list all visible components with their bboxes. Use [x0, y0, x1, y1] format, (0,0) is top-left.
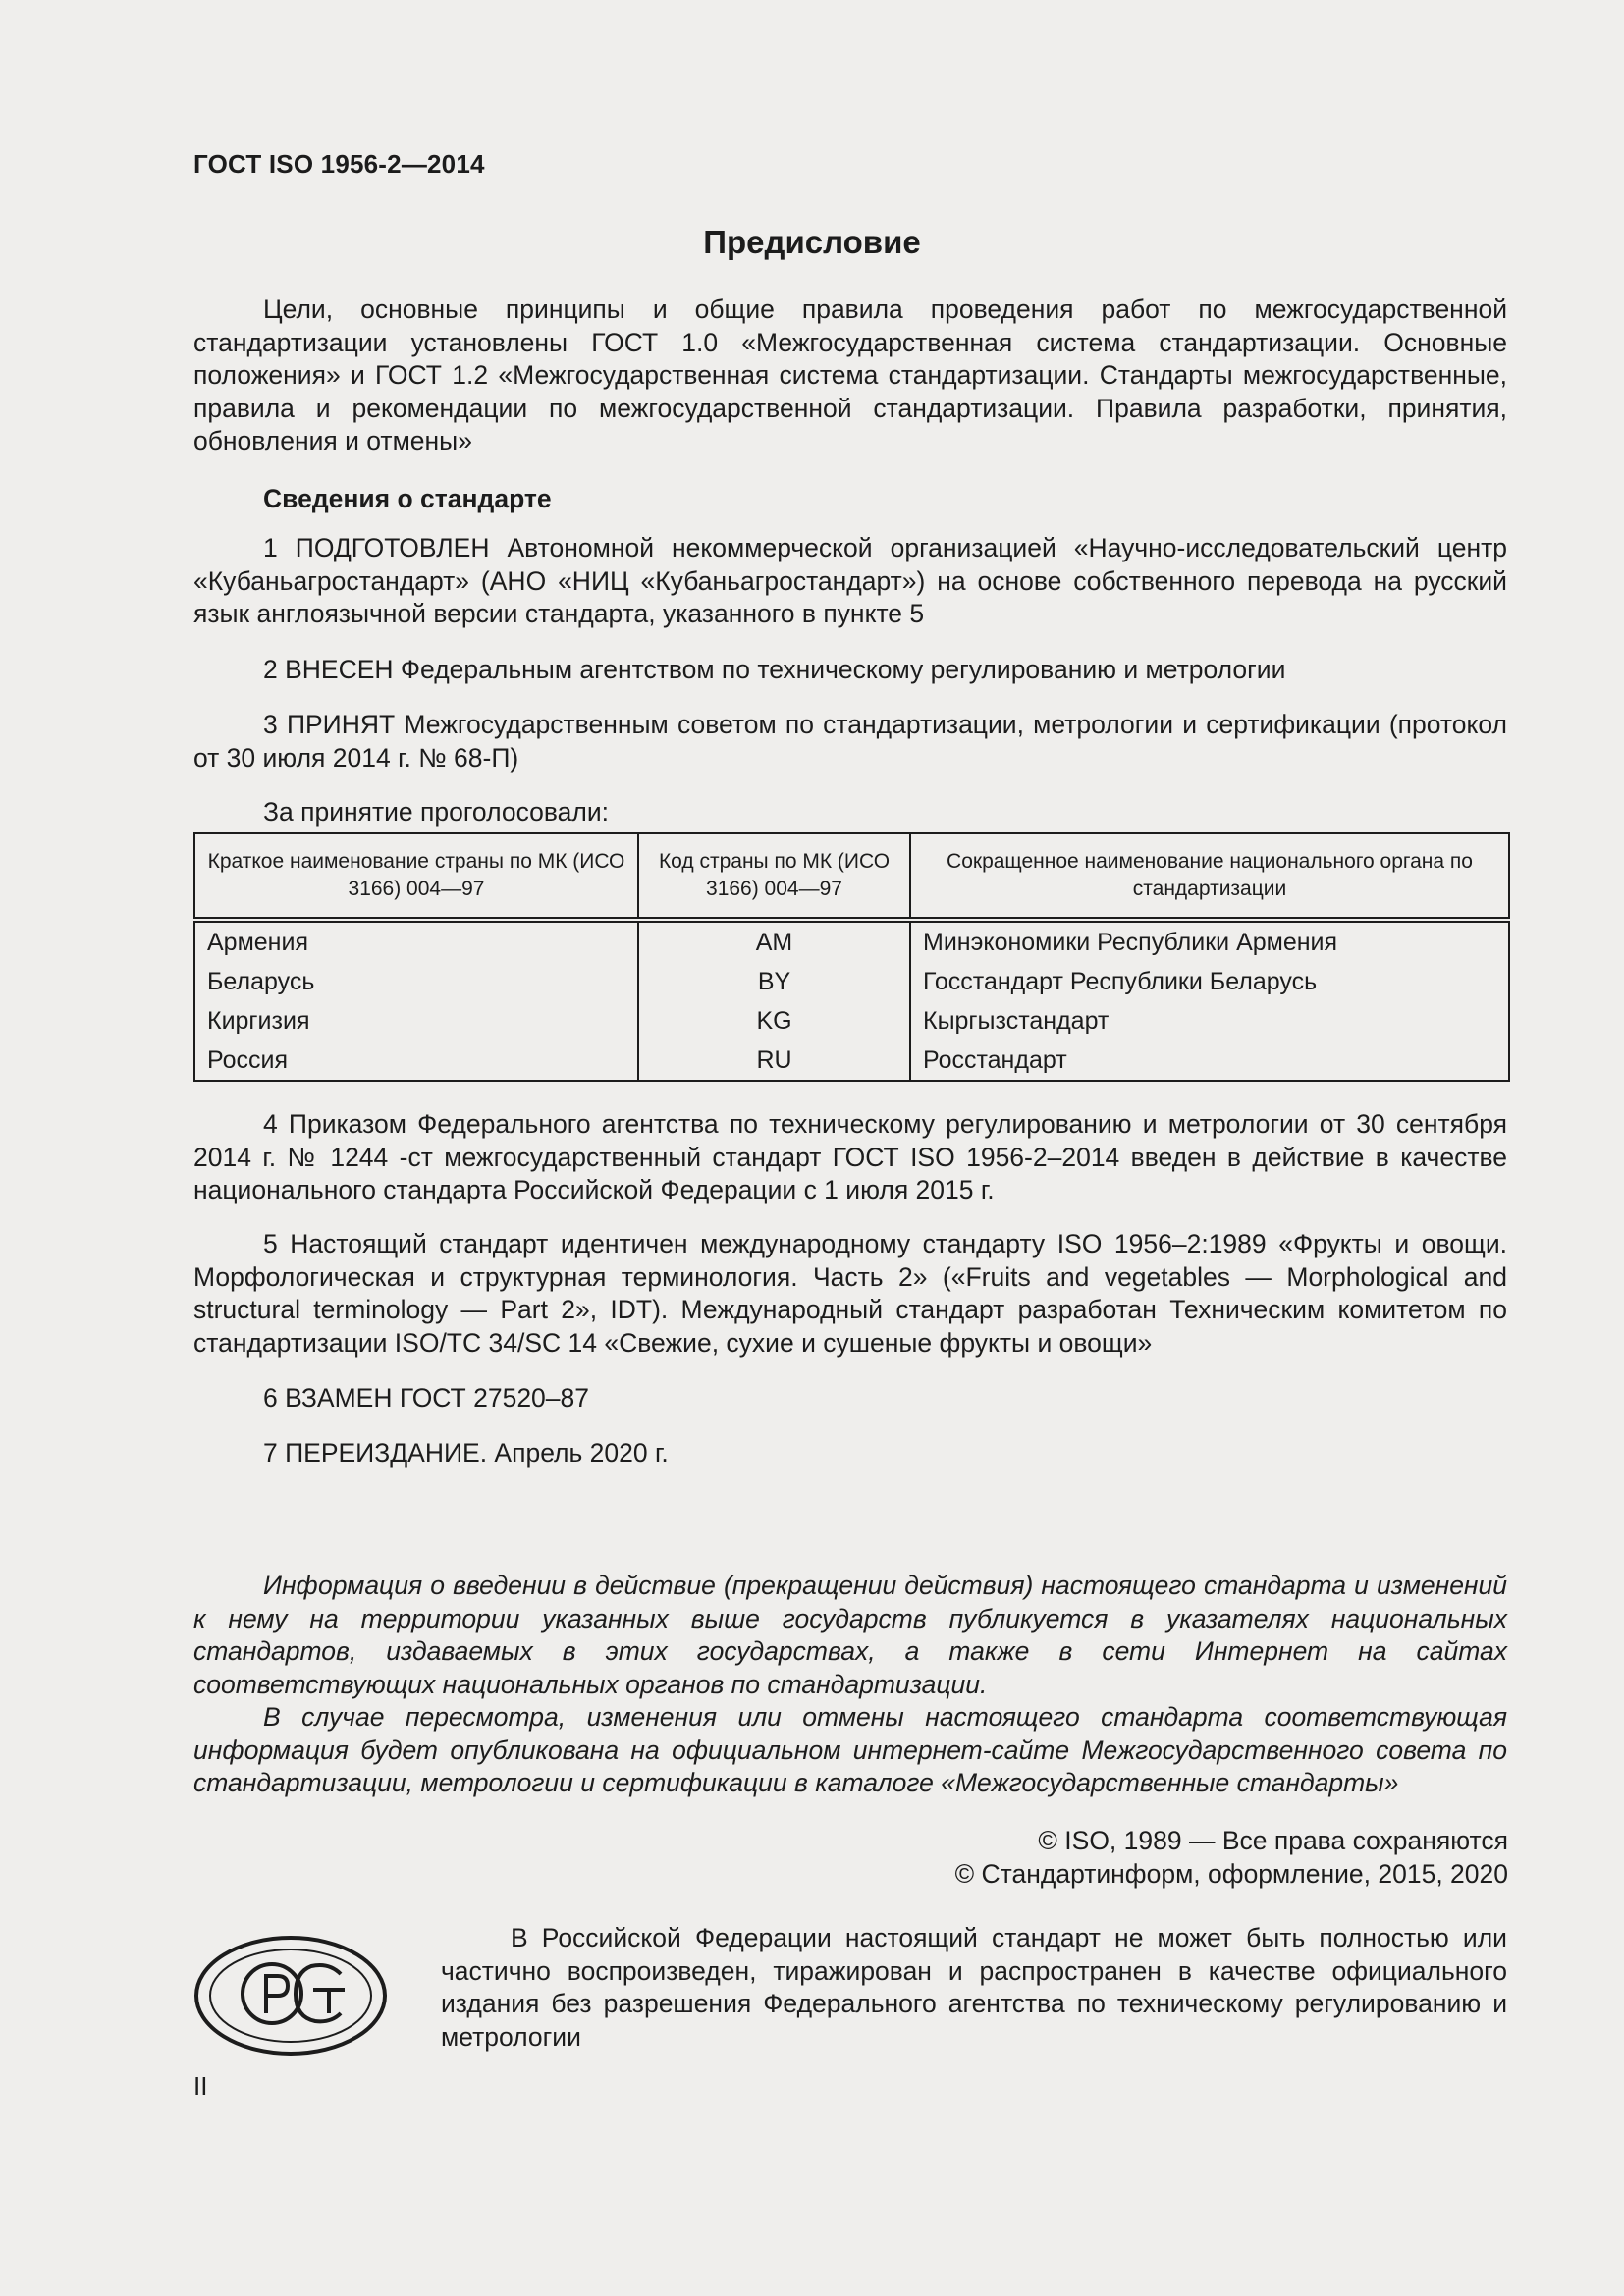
cell-code: AM [638, 920, 910, 962]
cell-body: Госстандарт Республики Беларусь [910, 962, 1509, 1001]
item-1-paragraph: 1 ПОДГОТОВЛЕН Автономной некоммерческой организацией «Научно-исследовательский центр «Кубаньагростандарт» (АНО «НИЦ «Кубаньагростандарт») на основе собственного перевода на русский язык англоязычной версии стандарта, указанного в пункте 5 [193, 533, 1507, 628]
vote-label: За принятие проголосовали: [263, 797, 610, 827]
cell-code: BY [638, 962, 910, 1001]
page-number: II [193, 2071, 208, 2101]
item-4-paragraph: 4 Приказом Федерального агентства по техническому регулированию и метрологии от 30 сентября 2014 г. № 1244 -ст межгосударственный стандарт ГОСТ ISO 1956-2–2014 введен в действие в качестве национального стандарта Российской Федерации с 1 июля 2015 г. [193, 1109, 1507, 1204]
document-code-header: ГОСТ ISO 1956-2—2014 [193, 149, 485, 179]
info-note-paragraph: Информация о введении в действие (прекращении действия) настоящего стандарта и изменений к нему на территории указанных выше государств публикуется в указателях национальных стандартов, издаваемых в этих государствах, а также в сети Интернет на сайтах соответствующих национальных органов по стандартизации. [193, 1571, 1507, 1699]
cell-body: Кыргызстандарт [910, 1001, 1509, 1041]
rst-logo-icon [193, 1935, 388, 2056]
cell-country: Армения [194, 920, 638, 962]
item-6-paragraph: 6 ВЗАМЕН ГОСТ 27520–87 [263, 1383, 590, 1413]
revision-note-paragraph: В случае пересмотра, изменения или отмены настоящего стандарта соответствующая информация будет опубликована на официальном интернет-сайте Межгосударственного совета по стандартизации, метрологии и сертификации в каталоге «Межгосударственные стандарты» [193, 1702, 1507, 1797]
item-5-paragraph: 5 Настоящий стандарт идентичен международному стандарту ISO 1956–2:1989 «Фрукты и овощи. Морфологическая и структурная терминология. Часть 2» («Fruits and vegetables — Morphological and structural terminology — Part 2», IDT). Международный стандарт разработан Техническим комитетом по стандартизации ISO/TC 34/SC 14 «Свежие, сухие и сушеные фрукты и овощи» [193, 1229, 1507, 1358]
reproduction-notice: В Российской Федерации настоящий стандарт не может быть полностью или частично воспроизведен, тиражирован и распространен в качестве официального издания без разрешения Федерального агентства по техническому регулированию и метрологии [441, 1923, 1507, 2052]
cell-body: Росстандарт [910, 1041, 1509, 1081]
header-country-code: Код страны по МК (ИСО 3166) 004—97 [638, 833, 910, 920]
table-row [194, 920, 1509, 962]
cell-country: Киргизия [194, 1001, 638, 1041]
table-row [194, 962, 1509, 1001]
table-row [194, 1041, 1509, 1081]
table-row [194, 1001, 1509, 1041]
cell-body: Минэкономики Республики Армения [910, 920, 1509, 962]
cell-country: Россия [194, 1041, 638, 1081]
intro-paragraph: Цели, основные принципы и общие правила проведения работ по межгосударственной стандартизации установлены ГОСТ 1.0 «Межгосударственная система стандартизации. Основные положения» и ГОСТ 1.2 «Межгосударственная система стандартизации. Стандарты межгосударственные, правила и рекомендации по межгосударственной стандартизации. Правила разработки, принятия, обновления и отмены» [193, 294, 1507, 455]
voting-table [193, 832, 1510, 1082]
item-7-paragraph: 7 ПЕРЕИЗДАНИЕ. Апрель 2020 г. [263, 1438, 669, 1468]
table-header-row [194, 833, 1509, 920]
info-heading: Сведения о стандарте [263, 484, 552, 513]
item-3-paragraph: 3 ПРИНЯТ Межгосударственным советом по стандартизации, метрологии и сертификации (протокол от 30 июля 2014 г. № 68-П) [193, 710, 1507, 773]
item-2-paragraph: 2 ВНЕСЕН Федеральным агентством по техническому регулированию и метрологии [263, 655, 1286, 684]
header-country-name: Краткое наименование страны по МК (ИСО 3166) 004—97 [194, 833, 638, 920]
page-title: Предисловие [703, 224, 921, 260]
copyright-standartinform: © Стандартинформ, оформление, 2015, 2020 [954, 1859, 1508, 1889]
header-national-body: Сокращенное наименование национального органа по стандартизации [910, 833, 1509, 920]
copyright-iso: © ISO, 1989 — Все права сохраняются [1038, 1826, 1508, 1855]
cell-code: KG [638, 1001, 910, 1041]
cell-code: RU [638, 1041, 910, 1081]
cell-country: Беларусь [194, 962, 638, 1001]
